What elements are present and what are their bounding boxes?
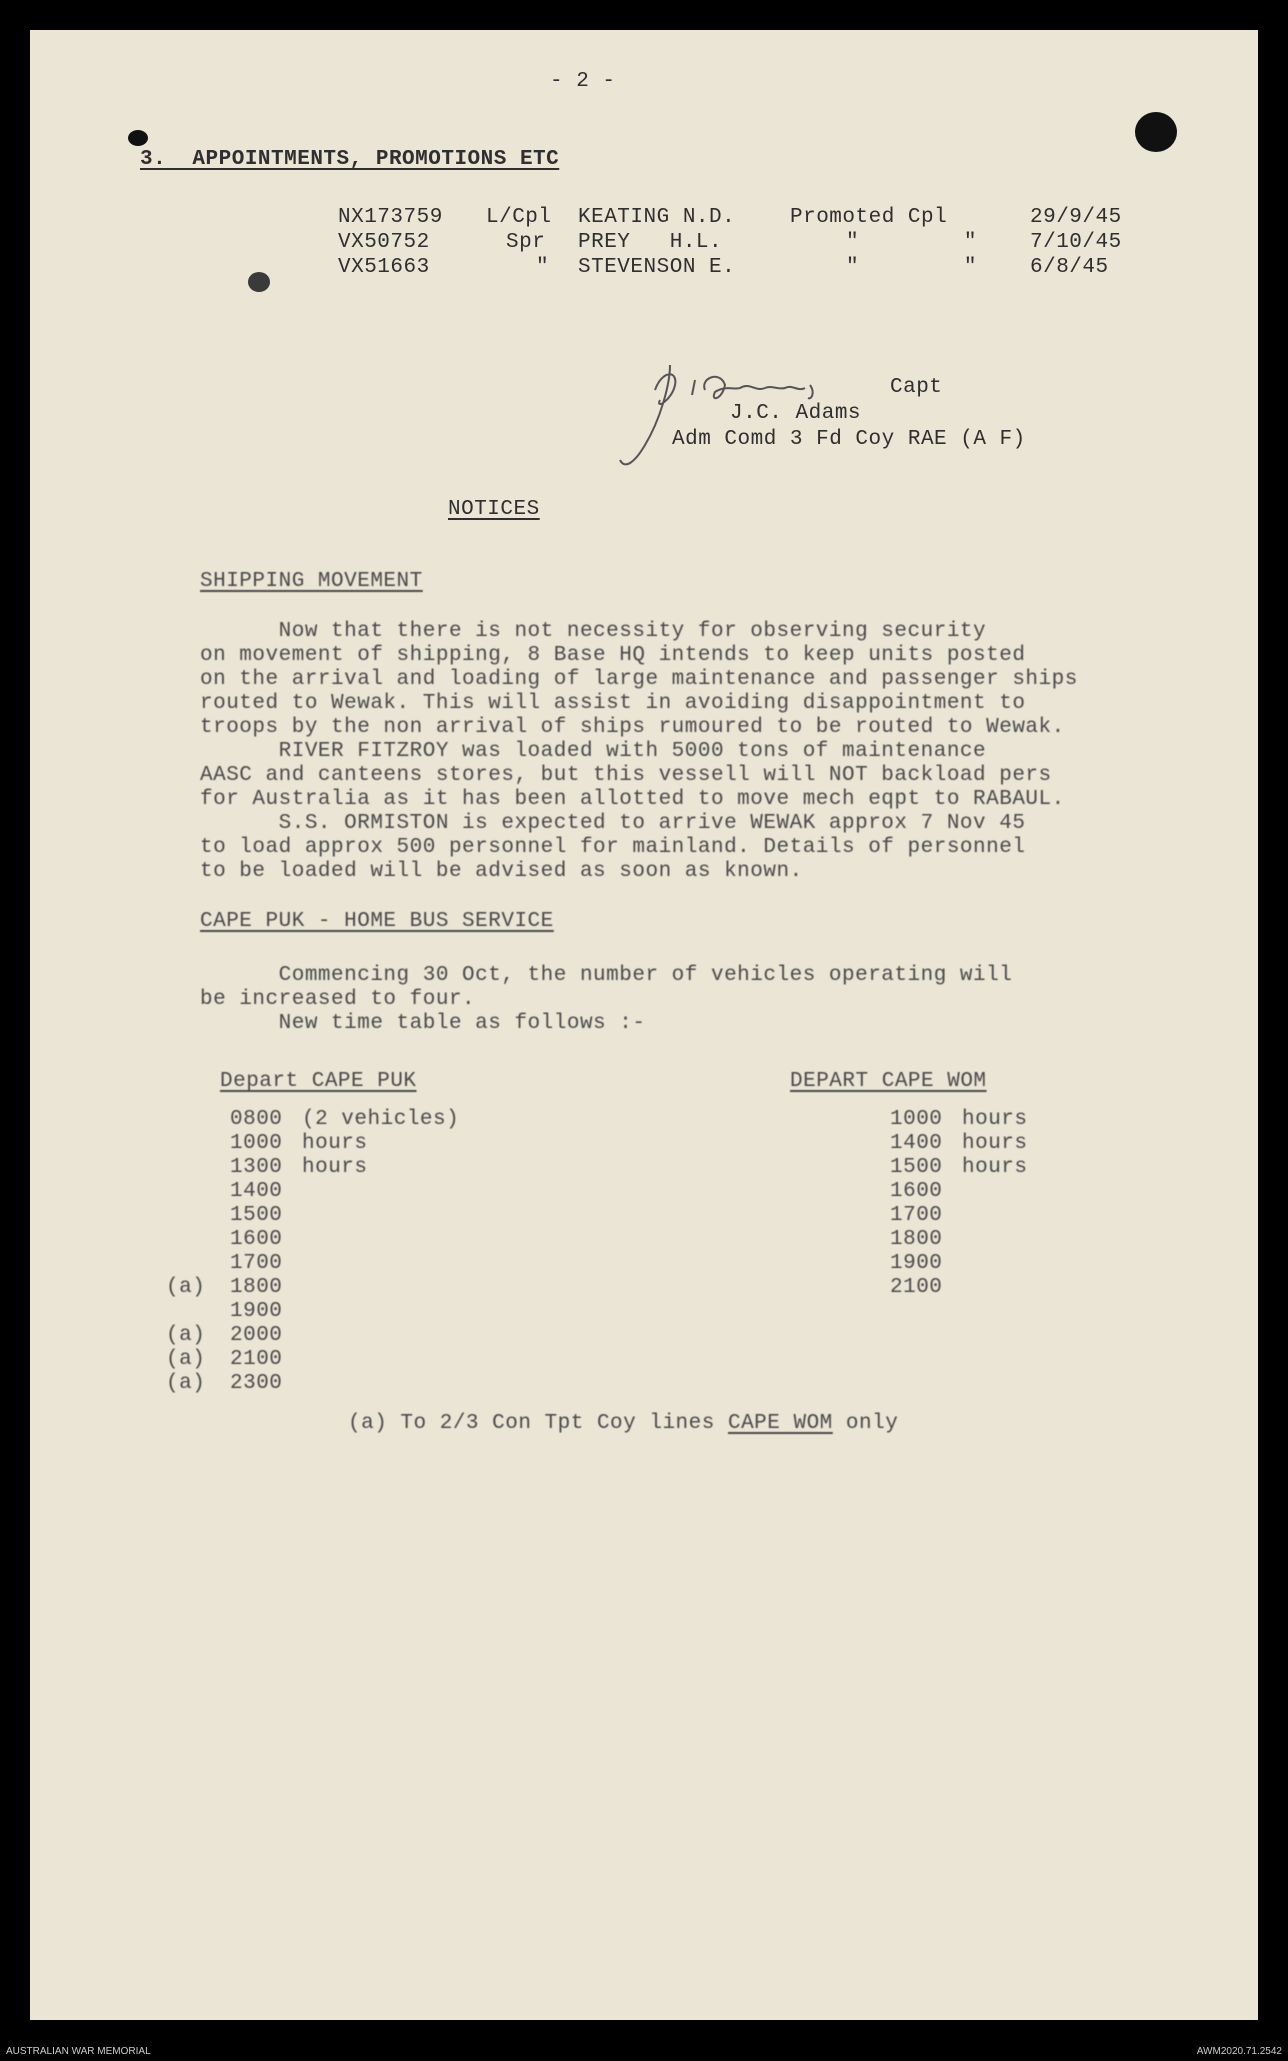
date: 6/8/45 bbox=[1030, 256, 1109, 279]
document-page bbox=[30, 30, 1258, 2020]
departure-time: 2300 bbox=[230, 1372, 283, 1395]
departure-time: 1800 bbox=[230, 1276, 283, 1299]
departure-time: 2100 bbox=[230, 1348, 283, 1371]
text-line: on movement of shipping, 8 Base HQ intends to keep units posted bbox=[200, 644, 1026, 667]
punch-hole-small bbox=[128, 130, 148, 146]
rank: Spr bbox=[506, 231, 546, 254]
signatory-name: J.C. Adams bbox=[730, 402, 862, 425]
archive-credit: AUSTRALIAN WAR MEMORIAL bbox=[6, 2046, 151, 2057]
footnote-text: (a) To 2/3 Con Tpt Coy lines bbox=[348, 1412, 728, 1435]
departure-time: 0800 bbox=[230, 1108, 283, 1131]
departure-time: 1900 bbox=[890, 1252, 943, 1275]
footnote-suffix: only bbox=[832, 1412, 899, 1435]
departure-time: 1900 bbox=[230, 1300, 283, 1323]
punch-hole-small-2 bbox=[248, 272, 270, 292]
departure-note: hours bbox=[962, 1108, 1028, 1131]
soldier-name: PREY H.L. bbox=[578, 231, 723, 254]
footnote-place: CAPE WOM bbox=[727, 1412, 833, 1435]
departure-time: 1400 bbox=[230, 1180, 283, 1203]
departure-time: 1300 bbox=[230, 1156, 283, 1179]
departure-time: 1500 bbox=[890, 1156, 943, 1179]
depart-cape-wom-heading: DEPART CAPE WOM bbox=[790, 1070, 987, 1093]
footnote-marker: (a) bbox=[166, 1372, 206, 1395]
departure-time: 1600 bbox=[890, 1180, 943, 1203]
depart-cape-puk-heading: Depart CAPE PUK bbox=[220, 1070, 417, 1093]
departure-time: 1500 bbox=[230, 1204, 283, 1227]
soldier-name: KEATING N.D. bbox=[578, 206, 736, 229]
text-line: Commencing 30 Oct, the number of vehicles operating will bbox=[200, 964, 1013, 987]
text-line: to be loaded will be advised as soon as known. bbox=[200, 860, 803, 883]
departure-time: 1000 bbox=[230, 1132, 283, 1155]
departure-note: hours bbox=[302, 1132, 368, 1155]
footnote-marker: (a) bbox=[166, 1276, 206, 1299]
action: Promoted Cpl bbox=[790, 206, 948, 229]
departure-time: 1700 bbox=[890, 1204, 943, 1227]
archive-reference: AWM2020.71.2542 bbox=[1196, 2046, 1282, 2057]
section3-heading: 3. APPOINTMENTS, PROMOTIONS ETC bbox=[140, 148, 560, 171]
text-line: for Australia as it has been allotted to move mech eqpt to RABAUL. bbox=[200, 788, 1065, 811]
date: 29/9/45 bbox=[1030, 206, 1122, 229]
rank: " bbox=[536, 256, 550, 279]
text-line: RIVER FITZROY was loaded with 5000 tons of maintenance bbox=[200, 740, 987, 763]
action: " " bbox=[846, 256, 978, 279]
timetable-footnote bbox=[348, 1412, 898, 1435]
page-number: - 2 - bbox=[550, 70, 616, 93]
service-number: VX50752 bbox=[338, 231, 430, 254]
departure-time: 1700 bbox=[230, 1252, 283, 1275]
text-line: Now that there is not necessity for observing security bbox=[200, 620, 987, 643]
text-line: to load approx 500 personnel for mainland. Details of personnel bbox=[200, 836, 1026, 859]
departure-time: 1600 bbox=[230, 1228, 283, 1251]
rank: L/Cpl bbox=[486, 206, 552, 229]
text-line: S.S. ORMISTON is expected to arrive WEWAK approx 7 Nov 45 bbox=[200, 812, 1026, 835]
text-line: AASC and canteens stores, but this vessell will NOT backload pers bbox=[200, 764, 1052, 787]
service-number: NX173759 bbox=[338, 206, 443, 229]
service-number: VX51663 bbox=[338, 256, 430, 279]
departure-note: hours bbox=[962, 1132, 1028, 1155]
text-line: routed to Wewak. This will assist in avoiding disappointment to bbox=[200, 692, 1026, 715]
signatory-rank: Capt bbox=[890, 376, 943, 399]
departure-time: 2100 bbox=[890, 1276, 943, 1299]
departure-note: hours bbox=[302, 1156, 368, 1179]
text-line: New time table as follows :- bbox=[200, 1012, 646, 1035]
departure-time: 1400 bbox=[890, 1132, 943, 1155]
soldier-name: STEVENSON E. bbox=[578, 256, 736, 279]
shipping-heading: SHIPPING MOVEMENT bbox=[200, 570, 423, 593]
signatory-appointment: Adm Comd 3 Fd Coy RAE (A F) bbox=[672, 428, 1026, 451]
footnote-marker: (a) bbox=[166, 1348, 206, 1371]
departure-note: hours bbox=[962, 1156, 1028, 1179]
bus-service-heading: CAPE PUK - HOME BUS SERVICE bbox=[200, 910, 554, 933]
departure-time: 2000 bbox=[230, 1324, 283, 1347]
text-line: troops by the non arrival of ships rumoured to be routed to Wewak. bbox=[200, 716, 1065, 739]
footnote-marker: (a) bbox=[166, 1324, 206, 1347]
departure-note: (2 vehicles) bbox=[302, 1108, 460, 1131]
departure-time: 1800 bbox=[890, 1228, 943, 1251]
punch-hole bbox=[1135, 112, 1177, 152]
text-line: on the arrival and loading of large maintenance and passenger ships bbox=[200, 668, 1078, 691]
action: " " bbox=[846, 231, 978, 254]
text-line: be increased to four. bbox=[200, 988, 476, 1011]
departure-time: 1000 bbox=[890, 1108, 943, 1131]
date: 7/10/45 bbox=[1030, 231, 1122, 254]
notices-heading: NOTICES bbox=[448, 498, 540, 521]
